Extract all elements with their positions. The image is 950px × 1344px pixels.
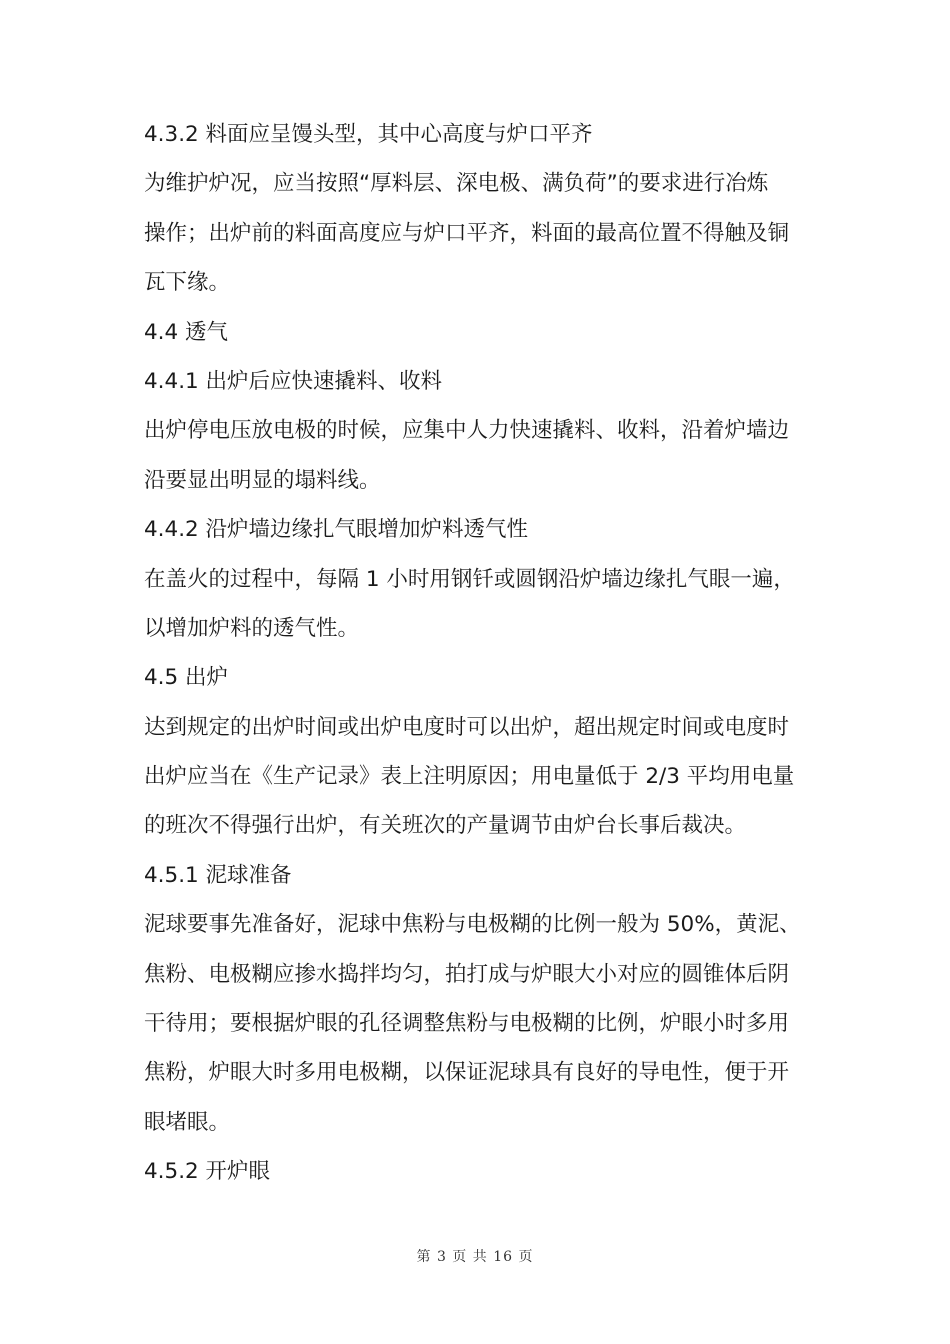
section-heading-4-4-1: 4.4.1 出炉后应快速撬料、收料 <box>144 368 443 394</box>
paragraph-line: 沿要显出明显的塌料线。 <box>144 467 381 493</box>
section-heading-4-4: 4.4 透气 <box>144 319 229 345</box>
paragraph-line: 达到规定的出炉时间或出炉电度时可以出炉，超出规定时间或电度时 <box>144 714 790 740</box>
document-body <box>144 110 814 1197</box>
paragraph-line: 焦粉、电极糊应掺水捣拌均匀，拍打成与炉眼大小对应的圆锥体后阴 <box>144 961 790 987</box>
paragraph-line: 在盖火的过程中，每隔 1 小时用钢钎或圆钢沿炉墙边缘扎气眼一遍， <box>144 566 795 592</box>
paragraph-line: 的班次不得强行出炉，有关班次的产量调节由炉台长事后裁决。 <box>144 813 747 839</box>
paragraph-line: 泥球要事先准备好，泥球中焦粉与电极糊的比例一般为 50%，黄泥、 <box>144 912 801 938</box>
page-number-footer: 第 3 页 共 16 页 <box>416 1249 534 1265</box>
paragraph-line: 干待用；要根据炉眼的孔径调整焦粉与电极糊的比例，炉眼小时多用 <box>144 1011 790 1037</box>
paragraph-line: 瓦下缘。 <box>144 270 231 296</box>
section-heading-4-5-2: 4.5.2 开炉眼 <box>144 1159 271 1185</box>
section-heading-4-4-2: 4.4.2 沿炉墙边缘扎气眼增加炉料透气性 <box>144 517 529 543</box>
paragraph-line: 出炉应当在《生产记录》表上注明原因；用电量低于 2/3 平均用电量 <box>144 764 795 790</box>
paragraph-line: 操作；出炉前的料面高度应与炉口平齐，料面的最高位置不得触及铜 <box>144 220 790 246</box>
paragraph-line: 为维护炉况，应当按照“厚料层、深电极、满负荷”的要求进行冶炼 <box>144 171 769 197</box>
section-heading-4-5-1: 4.5.1 泥球准备 <box>144 862 292 888</box>
paragraph-line: 出炉停电压放电极的时候，应集中人力快速撬料、收料，沿着炉墙边 <box>144 418 790 444</box>
paragraph-line: 以增加炉料的透气性。 <box>144 615 360 641</box>
section-heading-4-3-2: 4.3.2 料面应呈馒头型，其中心高度与炉口平齐 <box>144 122 593 147</box>
section-heading-4-5: 4.5 出炉 <box>144 665 229 691</box>
paragraph-line: 焦粉，炉眼大时多用电极糊，以保证泥球具有良好的导电性，便于开 <box>144 1060 790 1086</box>
paragraph-line: 眼堵眼。 <box>144 1109 231 1135</box>
